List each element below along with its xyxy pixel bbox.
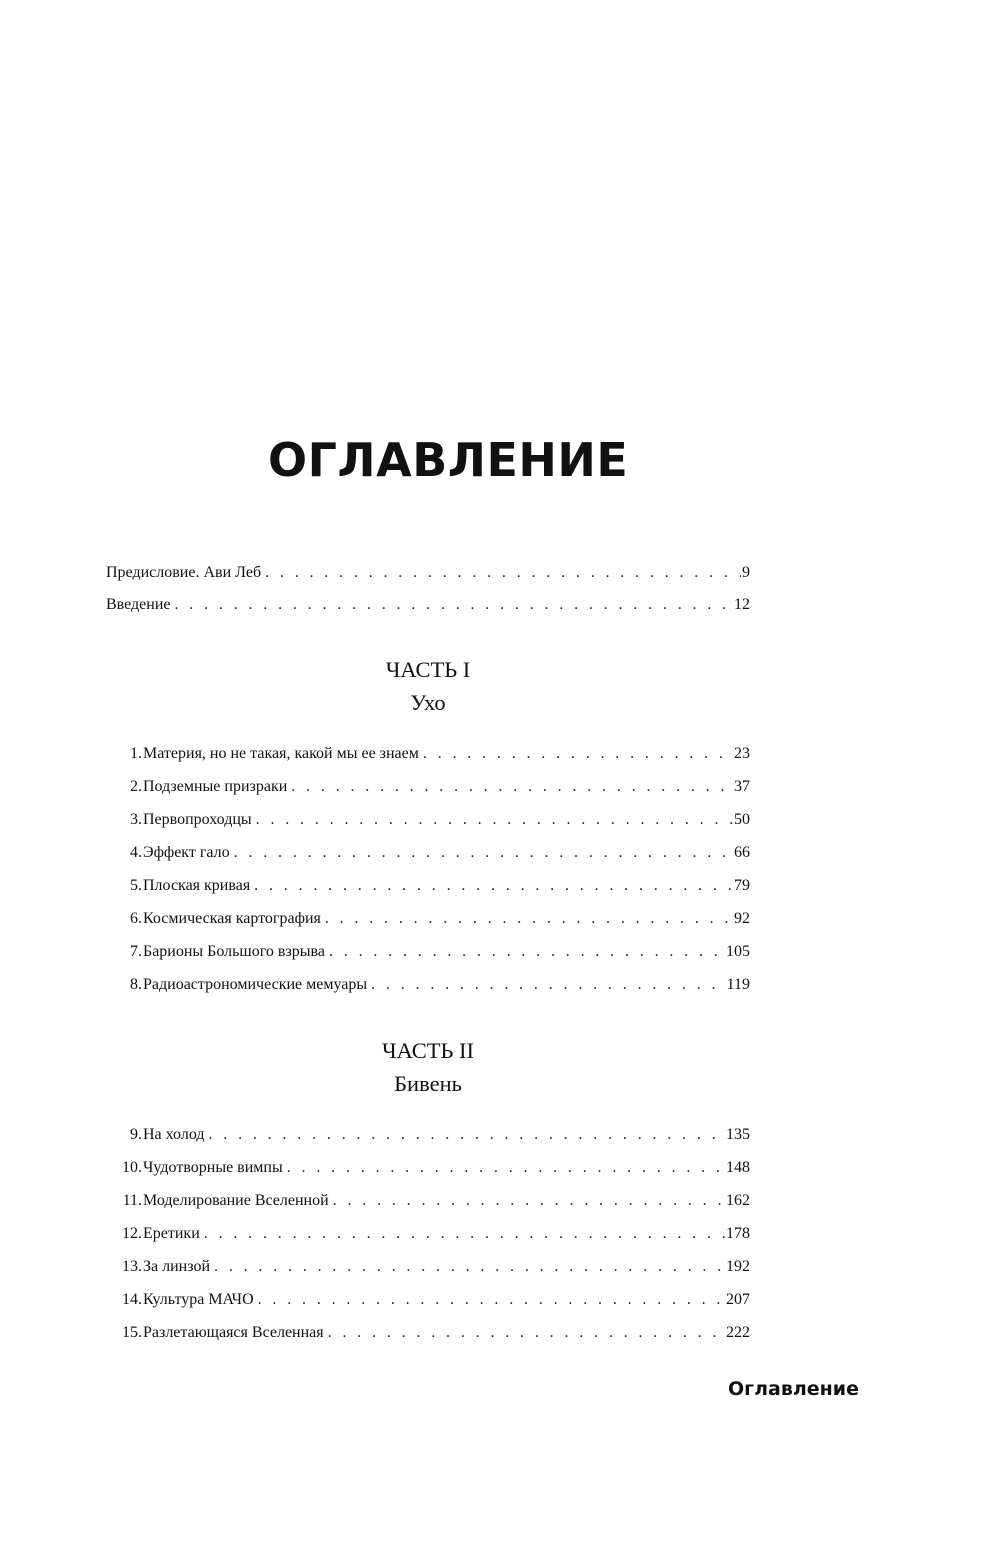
toc-leader-dots bbox=[256, 805, 733, 835]
toc-leader-dots bbox=[204, 1219, 725, 1249]
toc-entry-number: 13. bbox=[122, 1258, 142, 1275]
part-1-label: ЧАСТЬ I bbox=[385, 657, 471, 682]
toc-entry-chapter bbox=[106, 1252, 750, 1282]
toc-entry-page: 9 bbox=[742, 564, 750, 581]
toc-entry-page: 178 bbox=[726, 1225, 750, 1242]
toc-entry-number: 1. bbox=[130, 745, 142, 762]
toc-entry-chapter bbox=[106, 805, 750, 835]
page-title: ОГЛАВЛЕНИЕ bbox=[268, 433, 629, 487]
toc-entry-title: Еретики bbox=[143, 1225, 200, 1242]
toc-entry-chapter bbox=[106, 937, 750, 967]
toc-entry-number: 15. bbox=[122, 1324, 142, 1341]
toc-entry-chapter bbox=[106, 739, 750, 769]
toc-entry-title: Предисловие. Ави Леб bbox=[106, 564, 262, 581]
toc-entry-preface bbox=[106, 558, 750, 588]
toc-entry-page: 92 bbox=[734, 910, 750, 927]
toc-entry-chapter bbox=[106, 970, 750, 1000]
toc-leader-dots bbox=[291, 772, 733, 802]
toc-entry-title: На холод bbox=[143, 1126, 205, 1143]
toc-entry-title: За линзой bbox=[143, 1258, 211, 1275]
toc-leader-dots bbox=[325, 904, 733, 934]
toc-entry-page: 192 bbox=[726, 1258, 750, 1275]
toc-entry-number: 2. bbox=[130, 778, 142, 795]
toc-entry-chapter bbox=[106, 1120, 750, 1150]
toc-leader-dots bbox=[329, 937, 725, 967]
toc-entry-chapter bbox=[106, 871, 750, 901]
toc-entry-title: Космическая картография bbox=[143, 910, 321, 927]
toc-entry-chapter bbox=[106, 1285, 750, 1315]
toc-entry-page: 119 bbox=[726, 976, 750, 993]
toc-entry-chapter bbox=[106, 1186, 750, 1216]
toc-leader-dots bbox=[333, 1186, 725, 1216]
toc-entry-number: 8. bbox=[130, 976, 142, 993]
toc-entry-chapter bbox=[106, 838, 750, 868]
toc-entry-number: 3. bbox=[130, 811, 142, 828]
toc-entry-page: 207 bbox=[726, 1291, 750, 1308]
running-footer: Оглавление bbox=[728, 1378, 859, 1400]
toc-entry-title: Введение bbox=[106, 596, 171, 613]
toc-entry-title: Разлетающаяся Вселенная bbox=[143, 1324, 324, 1341]
toc-entry-title: Радиоастрономические мемуары bbox=[143, 976, 368, 993]
toc-entry-number: 14. bbox=[122, 1291, 142, 1308]
toc-entry-page: 23 bbox=[734, 745, 750, 762]
toc-leader-dots bbox=[254, 871, 733, 901]
toc-leader-dots bbox=[287, 1153, 725, 1183]
toc-entry-chapter bbox=[106, 772, 750, 802]
toc-entry-number: 11. bbox=[122, 1192, 142, 1209]
part-2-label: ЧАСТЬ II bbox=[381, 1038, 475, 1063]
toc-entry-title: Подземные призраки bbox=[143, 778, 288, 795]
toc-entry-page: 12 bbox=[734, 596, 750, 613]
toc-entry-title: Культура МАЧО bbox=[143, 1291, 254, 1308]
toc-entry-page: 66 bbox=[734, 844, 750, 861]
toc-leader-dots bbox=[234, 838, 733, 868]
toc-entry-chapter bbox=[106, 904, 750, 934]
toc-entry-chapter bbox=[106, 1219, 750, 1249]
toc-entry-page: 37 bbox=[734, 778, 750, 795]
toc-leader-dots bbox=[258, 1285, 725, 1315]
toc-entry-title: Эффект гало bbox=[143, 844, 230, 861]
part-1-name: Ухо bbox=[410, 690, 446, 715]
toc-entry-chapter bbox=[106, 1153, 750, 1183]
toc-leader-dots bbox=[423, 739, 733, 769]
toc-leader-dots bbox=[265, 558, 741, 588]
toc-entry-page: 148 bbox=[726, 1159, 750, 1176]
toc-leader-dots bbox=[328, 1318, 725, 1348]
toc-entry-number: 10. bbox=[122, 1159, 142, 1176]
toc-entry-number: 6. bbox=[130, 910, 142, 927]
toc-entry-page: 105 bbox=[726, 943, 750, 960]
toc-entry-chapter bbox=[106, 1318, 750, 1348]
toc-leader-dots bbox=[371, 970, 725, 1000]
toc-entry-title: Материя, но не такая, какой мы ее знаем bbox=[143, 745, 419, 762]
toc-entry-title: Моделирование Вселенной bbox=[143, 1192, 329, 1209]
toc-entry-page: 222 bbox=[726, 1324, 750, 1341]
toc-leader-dots bbox=[175, 590, 734, 620]
toc-leader-dots bbox=[214, 1252, 725, 1282]
toc-entry-introduction bbox=[106, 590, 750, 620]
part-2-name: Бивень bbox=[394, 1071, 462, 1096]
toc-entry-number: 12. bbox=[122, 1225, 142, 1242]
toc-entry-title: Барионы Большого взрыва bbox=[143, 943, 325, 960]
toc-entry-page: 162 bbox=[726, 1192, 750, 1209]
toc-entry-page: 50 bbox=[734, 811, 750, 828]
toc-entry-title: Первопроходцы bbox=[143, 811, 252, 828]
toc-entry-title: Чудотворные вимпы bbox=[143, 1159, 283, 1176]
toc-entry-page: 79 bbox=[734, 877, 750, 894]
toc-entry-number: 5. bbox=[130, 877, 142, 894]
toc-entry-title: Плоская кривая bbox=[143, 877, 251, 894]
toc-entry-number: 9. bbox=[130, 1126, 142, 1143]
toc-leader-dots bbox=[209, 1120, 726, 1150]
toc-entry-number: 7. bbox=[130, 943, 142, 960]
toc-entry-number: 4. bbox=[130, 844, 142, 861]
toc-entry-page: 135 bbox=[726, 1126, 750, 1143]
